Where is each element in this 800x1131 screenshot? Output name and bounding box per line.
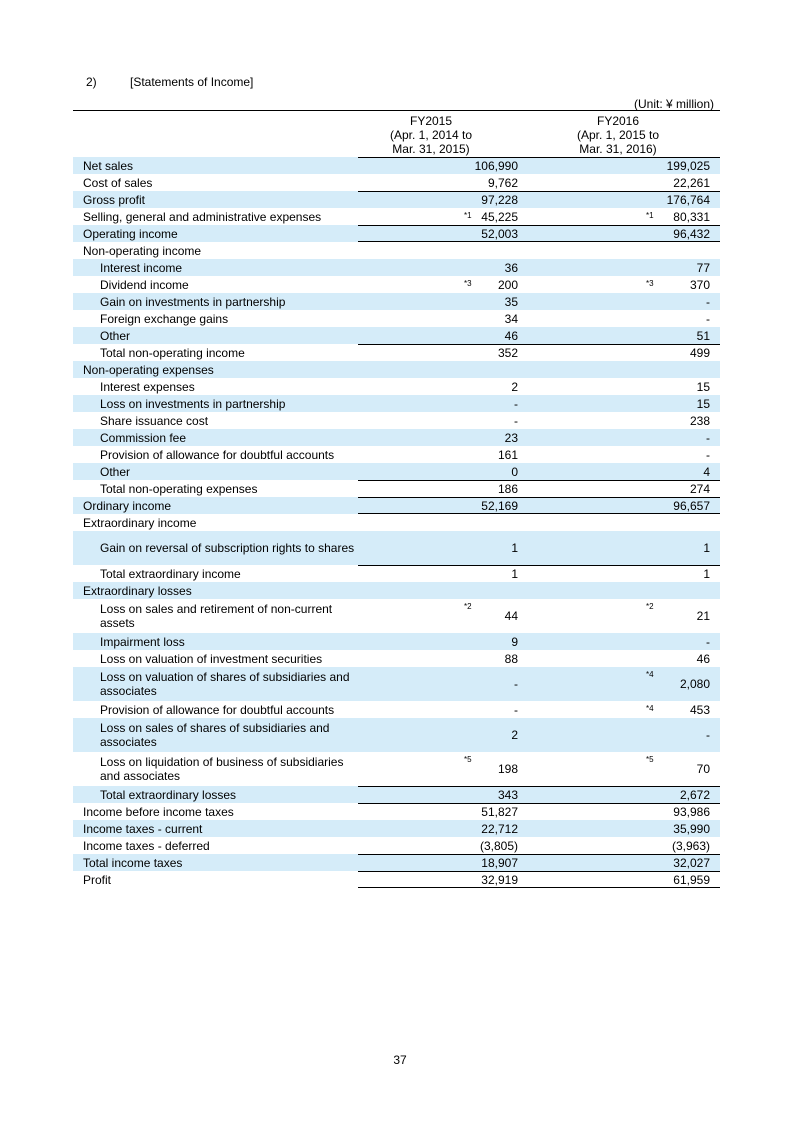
fy2015-value: 52,003 xyxy=(481,226,518,241)
table-row xyxy=(73,378,720,395)
table-row xyxy=(73,650,720,667)
fy2016-value: - xyxy=(706,634,710,649)
header-rule xyxy=(73,110,720,111)
table-row xyxy=(73,259,720,276)
row-label: Loss on valuation of shares of subsidiaries and associates xyxy=(100,670,350,698)
footnote-marker: *5 xyxy=(464,755,472,764)
fy2015-value: 88 xyxy=(504,651,518,666)
table-row xyxy=(73,718,720,752)
footnote-marker: *4 xyxy=(646,670,654,679)
row-label: Income taxes - current xyxy=(83,821,203,836)
fy2016-value: 70 xyxy=(696,762,710,776)
table-row xyxy=(73,174,720,191)
fy2015-value: 32,919 xyxy=(481,872,518,887)
fy2015-value: 36 xyxy=(504,260,518,275)
table-row xyxy=(73,327,720,344)
row-label: Operating income xyxy=(83,226,178,241)
fy2015-value: 97,228 xyxy=(481,192,518,207)
fy2015-value: 352 xyxy=(497,345,518,360)
fy2015-value: 52,169 xyxy=(481,498,518,513)
row-label: Non-operating income xyxy=(83,243,202,258)
table-row xyxy=(73,242,720,259)
table-row xyxy=(73,803,720,820)
table-row xyxy=(73,446,720,463)
fy2016-value xyxy=(573,242,710,259)
fy2016-value: 21 xyxy=(696,609,710,623)
fy2016-value: 51 xyxy=(696,328,710,343)
fy2016-value: 370 xyxy=(689,277,710,292)
table-row xyxy=(73,276,720,293)
fy2015-value: 200 xyxy=(497,277,518,292)
fy2016-value: 4 xyxy=(703,464,710,479)
row-label: Selling, general and administrative expenses xyxy=(83,209,322,224)
fy2015-value: 1 xyxy=(511,541,518,555)
row-label: Ordinary income xyxy=(83,498,172,513)
fy2015-value: 2 xyxy=(511,728,518,742)
table-row xyxy=(73,599,720,633)
table-row xyxy=(73,412,720,429)
column-header-line: FY2015 xyxy=(409,114,453,128)
fy2016-value: 1 xyxy=(703,541,710,555)
table-row xyxy=(73,854,720,871)
fy2015-value: 22,712 xyxy=(481,821,518,836)
fy2016-value: 453 xyxy=(689,702,710,717)
fy2015-value: 9 xyxy=(511,634,518,649)
table-row xyxy=(73,225,720,242)
table-row xyxy=(73,293,720,310)
fy2016-value: 1 xyxy=(703,566,710,581)
table-row xyxy=(73,361,720,378)
row-label: Gain on investments in partnership xyxy=(100,294,286,309)
table-row xyxy=(73,344,720,361)
fy2015-value: 0 xyxy=(511,464,518,479)
column-header-line: FY2016 xyxy=(596,114,640,128)
fy2015-value: 198 xyxy=(497,762,518,776)
footnote-marker: *3 xyxy=(464,279,472,288)
fy2016-value: 499 xyxy=(689,345,710,360)
footnote-marker: *1 xyxy=(464,211,472,220)
table-row xyxy=(73,582,720,599)
row-label: Interest income xyxy=(100,260,183,275)
section-heading xyxy=(86,75,253,89)
fy2015-value: 45,225 xyxy=(481,209,518,224)
fy2015-value: 46 xyxy=(504,328,518,343)
footnote-marker: *2 xyxy=(646,602,654,611)
column-header-fy2016 xyxy=(528,114,708,156)
table-row xyxy=(73,191,720,208)
row-label: Share issuance cost xyxy=(100,413,209,428)
table-row xyxy=(73,157,720,174)
table-row xyxy=(73,701,720,718)
income-statement-table xyxy=(73,157,720,888)
fy2016-value: 274 xyxy=(689,481,710,496)
table-row xyxy=(73,395,720,412)
fy2016-value: 96,657 xyxy=(673,498,710,513)
row-label: Total non-operating expenses xyxy=(100,481,258,496)
fy2016-value: 32,027 xyxy=(673,855,710,870)
table-row xyxy=(73,871,720,888)
fy2016-value: - xyxy=(706,294,710,309)
fy2016-value: 2,672 xyxy=(679,787,710,802)
column-header-fy2015 xyxy=(341,114,521,156)
row-label: Other xyxy=(100,464,131,479)
footnote-marker: *5 xyxy=(646,755,654,764)
fy2016-value: 199,025 xyxy=(666,158,710,173)
unit-label: (Unit: ¥ million) xyxy=(633,97,714,111)
fy2015-value: 343 xyxy=(497,787,518,802)
fy2015-value: 23 xyxy=(504,430,518,445)
fy2016-value: 93,986 xyxy=(673,804,710,819)
fy2015-value: 35 xyxy=(504,294,518,309)
row-label: Provision of allowance for doubtful accounts xyxy=(100,702,335,717)
fy2015-value xyxy=(393,514,518,531)
footnote-marker: *1 xyxy=(646,211,654,220)
row-label: Total non-operating income xyxy=(100,345,245,360)
footnote-marker: *3 xyxy=(646,279,654,288)
section-number: 2) xyxy=(86,75,97,89)
fy2016-value: - xyxy=(706,728,710,742)
row-label: Provision of allowance for doubtful accounts xyxy=(100,447,335,462)
section-title: [Statements of Income] xyxy=(130,75,254,89)
row-label: Interest expenses xyxy=(100,379,195,394)
fy2015-value: 9,762 xyxy=(487,175,518,190)
column-header-line: Mar. 31, 2015) xyxy=(392,142,470,156)
fy2016-value xyxy=(573,582,710,599)
footnote-marker: *4 xyxy=(646,704,654,713)
row-label: Gross profit xyxy=(83,192,146,207)
fy2016-value: - xyxy=(706,447,710,462)
table-row xyxy=(73,565,720,582)
fy2015-value xyxy=(393,361,518,378)
table-row xyxy=(73,820,720,837)
row-label: Commission fee xyxy=(100,430,187,445)
row-label: Income before income taxes xyxy=(83,804,234,819)
fy2016-value: 176,764 xyxy=(666,192,710,207)
column-header-line: (Apr. 1, 2014 to xyxy=(389,128,473,142)
row-label: Loss on sales and retirement of non-current assets xyxy=(100,602,333,630)
row-label: Loss on investments in partnership xyxy=(100,396,286,411)
row-label: Total income taxes xyxy=(83,855,183,870)
fy2016-value: 61,959 xyxy=(673,872,710,887)
row-label: Impairment loss xyxy=(100,634,185,649)
table-row xyxy=(73,310,720,327)
table-row xyxy=(73,497,720,514)
table-row xyxy=(73,208,720,225)
fy2015-value: - xyxy=(514,413,518,428)
fy2016-value xyxy=(573,361,710,378)
fy2016-value: 15 xyxy=(696,379,710,394)
row-label: Loss on valuation of investment securities xyxy=(100,651,323,666)
page-number: 37 xyxy=(393,1053,407,1067)
column-header-line: (Apr. 1, 2015 to xyxy=(576,128,660,142)
fy2016-value: 96,432 xyxy=(673,226,710,241)
table-row xyxy=(73,429,720,446)
row-label: Gain on reversal of subscription rights to shares xyxy=(100,541,355,555)
fy2016-value xyxy=(573,514,710,531)
row-label: Foreign exchange gains xyxy=(100,311,229,326)
row-label: Cost of sales xyxy=(83,175,153,190)
fy2016-value: 77 xyxy=(696,260,710,275)
row-label: Non-operating expenses xyxy=(83,362,214,377)
fy2015-value xyxy=(393,582,518,599)
fy2015-value: 44 xyxy=(504,609,518,623)
fy2016-value: 46 xyxy=(696,651,710,666)
fy2015-value: 106,990 xyxy=(474,158,518,173)
table-row xyxy=(73,480,720,497)
row-label: Other xyxy=(100,328,131,343)
row-label: Net sales xyxy=(83,158,134,173)
fy2015-value: 2 xyxy=(511,379,518,394)
fy2015-value: 51,827 xyxy=(481,804,518,819)
row-label: Profit xyxy=(83,872,112,887)
row-label: Loss on liquidation of business of subsidiaries and associates xyxy=(100,755,344,783)
fy2016-value: (3,963) xyxy=(671,838,710,853)
row-label: Extraordinary losses xyxy=(83,583,192,598)
fy2015-value: 161 xyxy=(497,447,518,462)
table-row xyxy=(73,514,720,531)
fy2015-value: - xyxy=(514,677,518,691)
fy2015-value: 34 xyxy=(504,311,518,326)
table-row xyxy=(73,633,720,650)
row-label: Dividend income xyxy=(100,277,189,292)
fy2015-value: - xyxy=(514,702,518,717)
fy2016-value: - xyxy=(706,430,710,445)
table-row xyxy=(73,752,720,786)
fy2015-value xyxy=(393,242,518,259)
fy2016-value: 35,990 xyxy=(673,821,710,836)
fy2016-value: 2,080 xyxy=(679,677,710,691)
table-row xyxy=(73,463,720,480)
column-header-line: Mar. 31, 2016) xyxy=(579,142,657,156)
table-row xyxy=(73,837,720,854)
footnote-marker: *2 xyxy=(464,602,472,611)
table-row xyxy=(73,667,720,701)
fy2015-value: - xyxy=(514,396,518,411)
row-label: Total extraordinary income xyxy=(100,566,241,581)
fy2015-value: 18,907 xyxy=(481,855,518,870)
fy2015-value: (3,805) xyxy=(479,838,518,853)
row-label: Loss on sales of shares of subsidiaries and associates xyxy=(100,721,330,749)
fy2016-value: 22,261 xyxy=(673,175,710,190)
fy2016-value: 80,331 xyxy=(673,209,710,224)
fy2016-value: - xyxy=(706,311,710,326)
fy2015-value: 186 xyxy=(497,481,518,496)
row-label: Total extraordinary losses xyxy=(100,787,237,802)
fy2016-value: 238 xyxy=(689,413,710,428)
row-label: Income taxes - deferred xyxy=(83,838,210,853)
row-label: Extraordinary income xyxy=(83,515,197,530)
table-row xyxy=(73,786,720,803)
fy2015-value: 1 xyxy=(511,566,518,581)
fy2016-value: 15 xyxy=(696,396,710,411)
table-row xyxy=(73,531,720,565)
